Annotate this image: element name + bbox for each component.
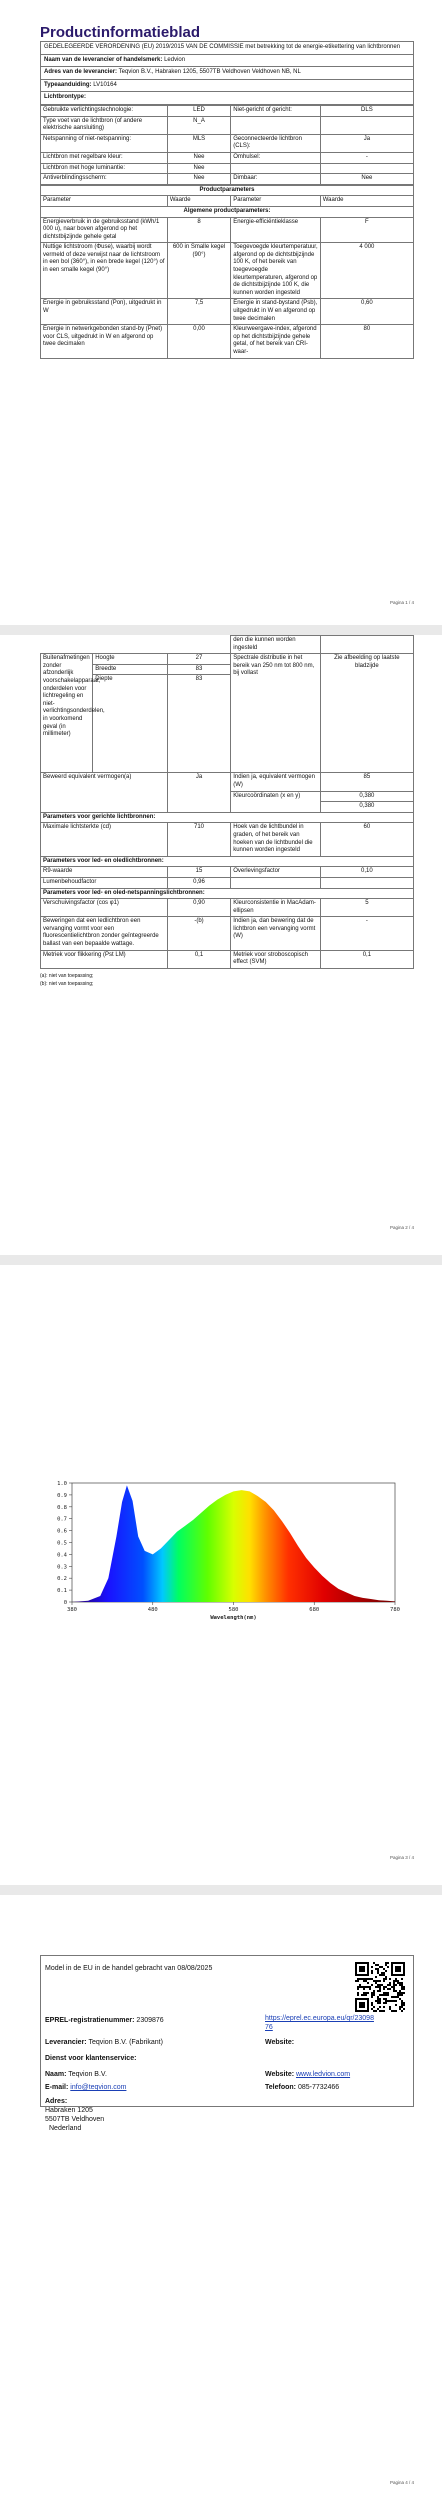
x-tick-label: 680 (309, 1607, 320, 1613)
y-tick-label: 0.4 (57, 1552, 67, 1559)
lichtbrontype-row (41, 134, 414, 152)
chroma-label: Kleurcoördinaten (x en y) (231, 791, 321, 812)
col-parameter-2: Parameter (231, 196, 321, 207)
spectral-distribution-chart (0, 1265, 442, 1885)
adres-block (45, 2097, 104, 2133)
page-number-1: Pagina 1 / 4 (389, 600, 414, 605)
dim-height-value: 27 (167, 654, 230, 665)
email-link[interactable]: info@teqvion.com (70, 2084, 127, 2091)
param-label: Energie-efficiëntieklasse (231, 217, 321, 243)
param-value (320, 116, 413, 134)
param-label: Netspanning of niet-netspanning: (41, 134, 168, 152)
col-value-1: Waarde (167, 196, 230, 207)
param-value: DLS (320, 105, 413, 116)
param-value: Nee (320, 174, 413, 185)
lichtbrontype-row (41, 152, 414, 163)
cri-continued-value (320, 636, 413, 654)
y-tick-label: 0.3 (57, 1564, 67, 1571)
leverancier-row (45, 2038, 163, 2047)
leverancier-label: Leverancier: (45, 2039, 87, 2046)
y-tick-label: 0.2 (57, 1576, 67, 1583)
param-label: Energie in gebruiksstand (Pon), uitgedrukt in W (41, 299, 168, 325)
param-value: 600 in Smalle kegel (90°) (167, 243, 230, 299)
dim-width-value: 83 (167, 664, 230, 675)
param-label: Geconnecteerde lichtbron (CLS): (231, 134, 321, 152)
fluorescent-watt-label: Indien ja, dan bewering dat de lichtbron een vervanging vormt (W) (231, 917, 321, 950)
param-value: 0,00 (167, 325, 230, 358)
adres-label: Adres: (45, 2098, 68, 2105)
page-number-2: Pagina 2 / 4 (389, 1225, 414, 1230)
svm-value: 0,1 (320, 950, 413, 968)
flicker-value: 0,1 (167, 950, 230, 968)
spectral-value: Zie afbeelding op laatste bladzijde (320, 654, 413, 773)
dim-width-label: Breedte (93, 664, 168, 675)
param-label: Antiverblindingsscherm: (41, 174, 168, 185)
param-value: 4 000 (320, 243, 413, 299)
led-title: Parameters voor led- en oledlichtbronnen: (41, 856, 414, 867)
productparameters-table (40, 185, 414, 359)
brand-label: Naam van de leverancier of handelsmerk: (44, 56, 163, 63)
y-tick-label: 0.1 (57, 1588, 67, 1595)
param-label: Omhulsel: (231, 152, 321, 163)
param-value: - (320, 152, 413, 163)
general-params-title: Algemene productparameters: (41, 206, 414, 217)
param-label: Lichtbron met regelbare kleur: (41, 152, 168, 163)
cri-continued: den die kunnen worden ingesteld (231, 636, 321, 654)
lichtbrontype-row (41, 163, 414, 174)
page-1 (0, 0, 442, 625)
param-value: Ja (320, 134, 413, 152)
lichtbrontype-row (41, 105, 414, 116)
param-value: LED (167, 105, 230, 116)
model-value: LV10164 (93, 81, 117, 88)
x-tick-label: 380 (67, 1607, 77, 1613)
x-tick-label: 780 (390, 1607, 400, 1613)
telefoon-label: Telefoon: (265, 2084, 296, 2091)
empty-cell (320, 877, 413, 888)
claim-label-text: Beweerd equivalent vermogen(a) (43, 774, 132, 781)
param-value: 80 (320, 325, 413, 358)
naam-label: Naam: (45, 2071, 67, 2078)
eprel-row (45, 2016, 164, 2025)
max-intensity-label: Maximale lichtsterkte (cd) (41, 823, 168, 856)
page-4-content (40, 1955, 414, 2132)
y-tick-label: 0 (63, 1600, 67, 1606)
col-parameter-1: Parameter (41, 196, 168, 207)
param-label: Nuttige lichtstroom (Φuse), waarbij wordt vermeld of deze verwijst naar de lichtstroom in een bol (360°), in een brede kegel (120°) of in een smalle kegel (90°) (41, 243, 168, 299)
survival-label: Overlevingsfactor (231, 867, 321, 878)
param-label: Dimbaar: (231, 174, 321, 185)
model-label: Typeaanduiding: (44, 81, 92, 88)
survival-value: 0,10 (320, 867, 413, 878)
address-value: Teqvion B.V., Habraken 1205, 5507TB Veldhoven Veldhoven NB, NL (118, 69, 301, 76)
directional-title: Parameters voor gerichte lichtbronnen: (41, 812, 414, 823)
claim-value: Ja (167, 773, 230, 812)
lichtbrontype-row (41, 174, 414, 185)
adres-line-3: Nederland (49, 2125, 82, 2132)
page-2 (0, 635, 442, 1255)
naam-value: Teqvion B.V. (68, 2071, 107, 2078)
header-table (40, 41, 414, 105)
param-value: 7,5 (167, 299, 230, 325)
empty-cell (231, 877, 321, 888)
flicker-label: Metriek voor flikkering (Pst LM) (41, 950, 168, 968)
naam-row (45, 2070, 107, 2079)
beam-angle-value: 60 (320, 823, 413, 856)
param-label: Type voet van de lichtbron (of andere elektrische aansluiting) (41, 116, 168, 134)
mains-title: Parameters voor led- en oled-netspanningslichtbronnen: (41, 888, 414, 899)
param-label: Energie in stand-bystand (Psb), uitgedrukt in W en afgerond op twee decimalen (231, 299, 321, 325)
productparameters-title: Productparameters (41, 185, 414, 196)
footnote-b: (b): niet van toepassing; (40, 980, 94, 987)
page-3 (0, 1265, 442, 1885)
website2-row (265, 2070, 350, 2079)
param-label: Energie in netwerkgebonden stand-by (Pnet) voor CLS, uitgedrukt in W en afgerond op twee decimalen (41, 325, 168, 358)
param-value: MLS (167, 134, 230, 152)
r9-label: R9-waarde (41, 867, 168, 878)
param-value: Nee (167, 174, 230, 185)
brand-value: Ledvion (164, 56, 186, 63)
equiv-power-value: 85 (320, 773, 413, 791)
param-label: Niet-gericht of gericht: (231, 105, 321, 116)
y-tick-label: 0.7 (57, 1516, 67, 1523)
fluorescent-watt-value: - (320, 917, 413, 950)
fluorescent-claim-label: Beweringen dat een ledlichtbron een vervanging vormt voor een fluorescentielichtbron zonder geïntegreerde ballast van een bepaalde wattage. (41, 917, 168, 950)
lichtbrontype-row (41, 116, 414, 134)
y-tick-label: 0.5 (57, 1540, 67, 1547)
x-tick-label: 480 (147, 1607, 158, 1613)
page-2-content (40, 635, 414, 988)
page-number-3: Pagina 3 / 4 (389, 1855, 414, 1860)
spectral-label: Spectrale distributie in het bereik van 250 nm tot 800 nm, bij vollast (231, 654, 321, 773)
page-4 (0, 1895, 442, 2500)
email-label: E-mail: (45, 2084, 69, 2091)
equiv-power-label: Indien ja, equivalent vermogen (W) (231, 773, 321, 791)
param-label: Gebruikte verlichtingstechnologie: (41, 105, 168, 116)
lumen-maint-label: Lumenbehoudfactor (41, 877, 168, 888)
product-param-row (41, 299, 414, 325)
param-value: 0,60 (320, 299, 413, 325)
y-tick-label: 0.8 (57, 1504, 67, 1511)
product-param-row (41, 243, 414, 299)
website-label: Website: (265, 2039, 295, 2046)
dim-depth-label: Diepte (93, 675, 168, 773)
lichtbrontype-title: Lichtbrontype: (41, 92, 414, 105)
customer-service-title: Dienst voor klantenservice: (45, 2055, 137, 2062)
col-value-2: Waarde (320, 196, 413, 207)
continued-table (40, 635, 414, 969)
leverancier-value: Teqvion B.V. (Fabrikant) (88, 2039, 163, 2046)
website2-label: Website: (265, 2071, 295, 2078)
displacement-label: Verschuivingsfactor (cos φ1) (41, 899, 168, 917)
param-value: Nee (167, 163, 230, 174)
y-tick-label: 0.6 (57, 1528, 67, 1535)
svm-label: Metriek voor stroboscopisch effect (SVM) (231, 950, 321, 968)
dimensions-label: Buitenafmetingen zonder afzonderlijk voorschakelapparaat, onderdelen voor lichtregeling en niet-verlichtingsonderdelen, in voorkomend geval (in millimeter) (41, 654, 93, 773)
param-label (231, 116, 321, 134)
fluorescent-claim-value: -(b) (167, 917, 230, 950)
r9-value: 15 (167, 867, 230, 878)
spectrum-area (72, 1485, 395, 1602)
y-tick-label: 1.0 (57, 1481, 67, 1487)
spacer-cell (167, 636, 230, 654)
qr-code-icon (355, 1962, 405, 2012)
x-tick-label: 580 (228, 1607, 239, 1613)
param-value: Nee (167, 152, 230, 163)
macadam-value: 5 (320, 899, 413, 917)
model-row (41, 79, 414, 92)
spacer-cell (41, 636, 93, 654)
telefoon-row (265, 2083, 339, 2092)
address-label: Adres van de leverancier: (44, 69, 118, 76)
spacer-cell (93, 636, 168, 654)
website-link[interactable]: www.ledvion.com (296, 2071, 351, 2078)
max-intensity-value: 710 (167, 823, 230, 856)
chroma-x: 0,380 (320, 791, 413, 802)
param-label (231, 163, 321, 174)
param-label: Toegevoegde kleurtemperatuur, afgerond op de dichtstbijzijnde 100 K, of het bereik van toegevoegde kleurtemperaturen, afgerond op de dichtstbijzijnde 100 K, die kunnen worden ingesteld (231, 243, 321, 299)
page-number-4: Pagina 4 / 4 (389, 2480, 414, 2485)
lumen-maint-value: 0,96 (167, 877, 230, 888)
param-label: Energieverbruik in de gebruiksstand (kWh/1 000 u), naar boven afgerond op het dichtstbijzijnde gehele getal (41, 217, 168, 243)
y-tick-label: 0.9 (57, 1492, 67, 1499)
market-date-text: Model in de EU in de handel gebracht van 08/08/2025 (45, 1965, 213, 1972)
product-param-row (41, 217, 414, 243)
footnote-a: (a): niet van toepassing; (40, 972, 94, 979)
param-value (320, 163, 413, 174)
page-1-content (40, 24, 414, 359)
param-value: 8 (167, 217, 230, 243)
param-label: Lichtbron met hoge luminantie: (41, 163, 168, 174)
param-label: Kleurweergave-index, afgerond op het dichtstbijzijnde gehele getal, of het bereik van CRI-waar- (231, 325, 321, 358)
document-title: Productinformatieblad (40, 24, 201, 41)
dim-height-label: Hoogte (93, 654, 168, 665)
macadam-label: Kleurconsistentie in MacAdam-ellipsen (231, 899, 321, 917)
param-value: F (320, 217, 413, 243)
product-param-row (41, 325, 414, 358)
telefoon-value: 085-7732466 (297, 2084, 340, 2091)
claim-label (41, 773, 168, 812)
beam-angle-label: Hoek van de lichtbundel in graden, of het bereik van hoeken van de lichtbundel die kunnen worden ingesteld (231, 823, 321, 856)
dim-depth-value: 83 (167, 675, 230, 773)
x-axis-label: Wavelength(nm) (210, 1615, 257, 1621)
eprel-value: 2309876 (136, 2017, 164, 2024)
brand-row (41, 54, 414, 67)
chroma-y: 0,380 (320, 802, 413, 813)
param-value: N_A (167, 116, 230, 134)
displacement-value: 0,90 (167, 899, 230, 917)
adres-line-2: 5507TB Veldhoven (45, 2116, 105, 2123)
regulation-subtitle: GEDELEGEERDE VERORDENING (EU) 2019/2015 VAN DE COMMISSIE met betrekking tot de energie-etikettering van lichtbronnen (41, 42, 414, 55)
eprel-link[interactable]: https://eprel.ec.europa.eu/qr/2309876 (265, 2015, 374, 2031)
lichtbrontype-table (40, 105, 414, 185)
eprel-label: EPREL-registratienummer: (45, 2017, 135, 2024)
email-row (45, 2083, 126, 2092)
adres-line-1: Habraken 1205 (45, 2107, 93, 2114)
address-row (41, 67, 414, 80)
